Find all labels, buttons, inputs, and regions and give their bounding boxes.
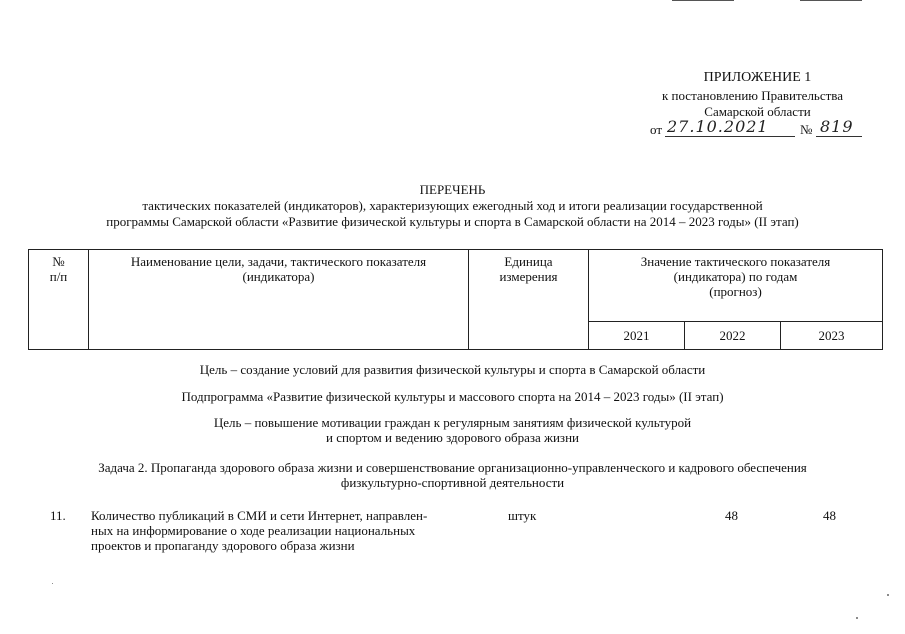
scan-artifact-line [800, 0, 862, 1]
handwritten-number: 819 [820, 117, 854, 136]
decree-date-number [650, 119, 865, 139]
document-subtitle-line-2: программы Самарской области «Развитие физической культуры и спорта в Самарской области на 2014 – 2023 годы» (II этап) [106, 214, 799, 229]
scan-speck [887, 594, 889, 596]
header-year-2021: 2021 [589, 322, 685, 350]
date-underline [665, 136, 795, 137]
header-value: Значение тактического показателя (индикатора) по годам (прогноз) [589, 250, 883, 322]
number-prefix: № [800, 122, 813, 137]
date-prefix: от [650, 122, 663, 137]
document-title: ПЕРЕЧЕНЬ [419, 182, 486, 197]
document-subtitle-line-1: тактических показателей (индикаторов), характеризующих ежегодный ход и итоги реализации государственной [142, 198, 763, 213]
appendix-title: ПРИЛОЖЕНИЕ 1 [703, 70, 812, 85]
header-name: Наименование цели, задачи, тактического показателя (индикатора) [89, 250, 469, 350]
scan-artifact-line [672, 0, 734, 1]
section-goal-2: Цель – повышение мотивации граждан к регулярным занятиям физической культурой и спортом и ведению здорового образа жизни [213, 415, 692, 445]
row-number: 11. [50, 508, 66, 523]
section-task-2: Задача 2. Пропаганда здорового образа жизни и совершенствование организационно-управленческого и кадрового обеспечения физкультурно-спортивной деятельности [98, 460, 807, 490]
appendix-line-1: к постановлению Правительства [661, 88, 844, 103]
row-indicator-name: Количество публикаций в СМИ и сети Интернет, направлен- ных на информирование о ходе реализации национальных проектов и пропаганду здорового образа жизни [91, 508, 428, 553]
indicators-table-header [28, 249, 883, 350]
header-year-2022: 2022 [685, 322, 781, 350]
scan-speck [856, 617, 858, 619]
header-year-2023: 2023 [781, 322, 883, 350]
section-subprogram: Подпрограмма «Развитие физической культуры и массового спорта на 2014 – 2023 годы» (II этап) [181, 389, 724, 404]
handwritten-date: 27.10.2021 [667, 117, 769, 136]
header-unit: Единица измерения [469, 250, 589, 350]
header-number: № п/п [29, 250, 89, 350]
number-underline [816, 136, 862, 137]
row-value-2023: 48 [823, 508, 836, 523]
row-unit: штук [508, 508, 537, 523]
section-goal-1: Цель – создание условий для развития физической культуры и спорта в Самарской области [199, 362, 706, 377]
scan-speck [52, 583, 53, 584]
row-value-2022: 48 [725, 508, 738, 523]
appendix-line-2: Самарской области [704, 104, 811, 119]
